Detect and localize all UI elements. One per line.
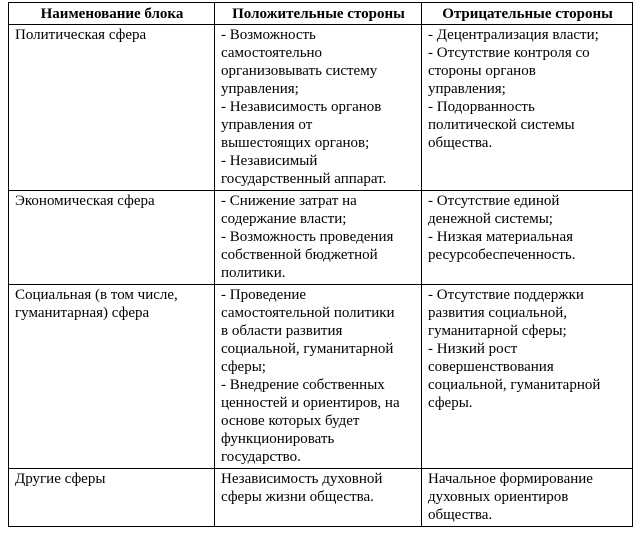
cell-text-line: Экономическая сфера (15, 193, 155, 209)
cell-text-line: денежной системы; (428, 211, 553, 227)
cell-text-line: организовывать систему (221, 63, 378, 79)
cell-text-line: сферы жизни общества. (221, 489, 374, 505)
block-name-cell (9, 285, 215, 469)
cell-text-line: - Независимость органов (221, 99, 382, 115)
cell-text-line: - Отсутствие поддержки (428, 287, 584, 303)
cell-text-line: - Внедрение собственных (221, 377, 385, 393)
cell-text-line: - Отсутствие единой (428, 193, 560, 209)
header-row (9, 3, 633, 25)
cell-text-line: социальной, гуманитарной (221, 341, 394, 357)
header-positive-sides: Положительные стороны (215, 3, 422, 25)
header-block-name: Наименование блока (9, 3, 215, 25)
positive-sides-cell (215, 25, 422, 191)
table-row (9, 25, 633, 191)
cell-text-line: - Подорванность (428, 99, 535, 115)
cell-text-line: - Децентрализация власти; (428, 27, 599, 43)
table-row (9, 285, 633, 469)
comparison-table (8, 2, 633, 527)
cell-text-line: собственной бюджетной (221, 247, 378, 263)
cell-text-line: - Возможность (221, 27, 316, 43)
cell-text-line: социальной, гуманитарной (428, 377, 601, 393)
negative-sides-cell (422, 191, 633, 285)
cell-text-line: самостоятельной политики (221, 305, 395, 321)
cell-text-line: сферы; (221, 359, 266, 375)
block-name-cell (9, 191, 215, 285)
block-name-cell (9, 25, 215, 191)
cell-text-line: - Снижение затрат на (221, 193, 357, 209)
cell-text-line: - Низкая материальная (428, 229, 573, 245)
cell-text-line: общества. (428, 135, 493, 151)
cell-text-line: самостоятельно (221, 45, 323, 61)
positive-sides-cell (215, 469, 422, 527)
cell-text-line: - Независимый (221, 153, 318, 169)
cell-text-line: гуманитарная) сфера (15, 305, 150, 321)
block-name-cell (9, 469, 215, 527)
cell-text-line: гуманитарной сферы; (428, 323, 567, 339)
cell-text-line: содержание власти; (221, 211, 347, 227)
cell-text-line: ценностей и ориентиров, на (221, 395, 400, 411)
cell-text-line: Независимость духовной (221, 471, 383, 487)
cell-text-line: политики. (221, 265, 286, 281)
positive-sides-cell (215, 191, 422, 285)
cell-text-line: вышестоящих органов; (221, 135, 370, 151)
cell-text-line: совершенствования (428, 359, 554, 375)
cell-text-line: - Возможность проведения (221, 229, 394, 245)
cell-text-line: развития социальной, (428, 305, 568, 321)
cell-text-line: функционировать (221, 431, 335, 447)
negative-sides-cell (422, 25, 633, 191)
cell-text-line: - Низкий рост (428, 341, 518, 357)
cell-text-line: государство. (221, 449, 301, 465)
cell-text-line: духовных ориентиров (428, 489, 569, 505)
cell-text-line: управления; (428, 81, 506, 97)
cell-text-line: ресурсобеспеченность. (428, 247, 576, 263)
positive-sides-cell (215, 285, 422, 469)
table-row (9, 191, 633, 285)
cell-text-line: общества. (428, 507, 493, 523)
negative-sides-cell (422, 285, 633, 469)
cell-text-line: стороны органов (428, 63, 536, 79)
cell-text-line: государственный аппарат. (221, 171, 387, 187)
cell-text-line: основе которых будет (221, 413, 360, 429)
cell-text-line: управления от (221, 117, 313, 133)
cell-text-line: Другие сферы (15, 471, 106, 487)
cell-text-line: - Отсутствие контроля со (428, 45, 590, 61)
cell-text-line: Начальное формирование (428, 471, 593, 487)
header-negative-sides: Отрицательные стороны (422, 3, 633, 25)
table-body (9, 25, 633, 527)
cell-text-line: в области развития (221, 323, 343, 339)
cell-text-line: сферы. (428, 395, 473, 411)
cell-text-line: управления; (221, 81, 299, 97)
cell-text-line: Политическая сфера (15, 27, 147, 43)
cell-text-line: политической системы (428, 117, 575, 133)
cell-text-line: - Проведение (221, 287, 307, 303)
cell-text-line: Социальная (в том числе, (15, 287, 178, 303)
negative-sides-cell (422, 469, 633, 527)
table-row (9, 469, 633, 527)
